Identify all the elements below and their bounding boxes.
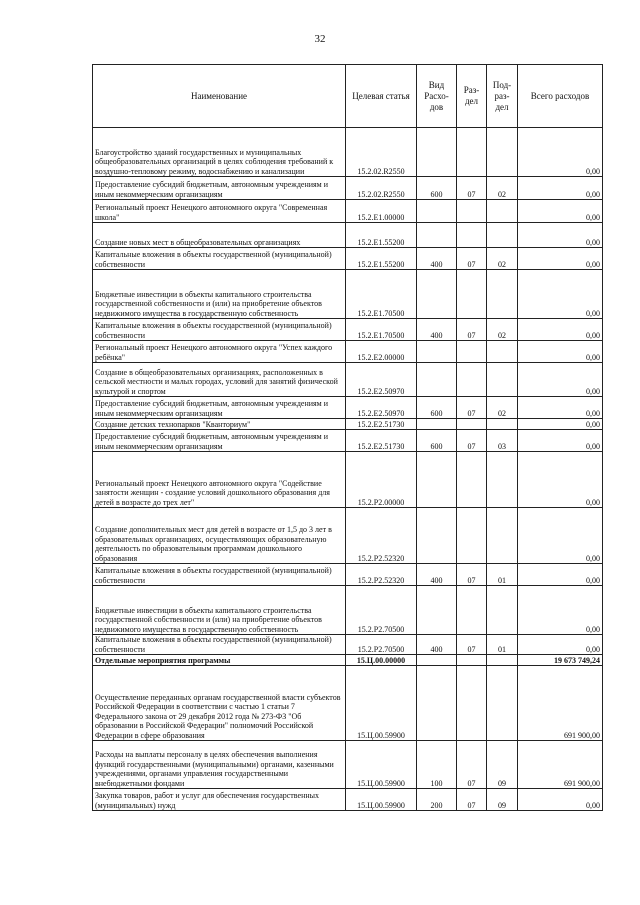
- row-expense-type: [417, 270, 457, 319]
- row-subsection: 03: [487, 430, 518, 452]
- row-name: Бюджетные инвестиции в объекты капитального строительства государственной собственности и (или) на приобретение объектов недвижимого имущества в государственную собственность: [93, 270, 346, 319]
- row-target-article: 15.2.E1.00000: [346, 200, 417, 223]
- row-target-article: 15.2.P2.70500: [346, 586, 417, 635]
- row-section: 07: [457, 177, 487, 200]
- row-target-article: 15.2.P2.00000: [346, 452, 417, 508]
- table-row: [93, 419, 603, 430]
- row-expense-type: 400: [417, 319, 457, 341]
- table-row: [93, 270, 603, 319]
- row-total: 0,00: [518, 270, 603, 319]
- row-name: Благоустройство зданий государственных и муниципальных общеобразовательных организаций в целях соблюдения требований к воздушно-тепловому режиму, водоснабжению и канализации: [93, 128, 346, 177]
- row-target-article: 15.2.E1.55200: [346, 248, 417, 270]
- row-expense-type: [417, 666, 457, 741]
- row-name: Расходы на выплаты персоналу в целях обеспечения выполнения функций государственными (муниципальными) органами, казенными учреждениями, органами управления государственными внебюджетными фондами: [93, 741, 346, 789]
- row-name: Осуществление переданных органам государственной власти субъектов Российской Федерации в соответствии с частью 1 статьи 7 Федерального закона от 29 декабря 2012 года № 273-ФЗ "Об образовании в Российской Федерации" полномочий Российской Федерации в сфере образования: [93, 666, 346, 741]
- row-target-article: 15.Ц.00.59900: [346, 666, 417, 741]
- table-row: [93, 341, 603, 363]
- row-name: Региональный проект Ненецкого автономного округа "Успех каждого ребёнка": [93, 341, 346, 363]
- row-subsection: [487, 341, 518, 363]
- row-name: Капитальные вложения в объекты государственной (муниципальной) собственности: [93, 635, 346, 655]
- row-section: 07: [457, 789, 487, 811]
- row-section: 07: [457, 564, 487, 586]
- row-subsection: [487, 586, 518, 635]
- row-expense-type: 400: [417, 635, 457, 655]
- row-expense-type: 600: [417, 397, 457, 419]
- table-row: [93, 319, 603, 341]
- row-section: [457, 200, 487, 223]
- table-row: [93, 128, 603, 177]
- row-total: 0,00: [518, 789, 603, 811]
- row-total: 0,00: [518, 397, 603, 419]
- row-section: [457, 586, 487, 635]
- header-target-article: Целевая статья: [346, 65, 417, 128]
- row-section: 07: [457, 397, 487, 419]
- row-target-article: 15.2.E1.70500: [346, 319, 417, 341]
- row-subsection: [487, 200, 518, 223]
- table-header-row: [93, 65, 603, 128]
- table-row: [93, 397, 603, 419]
- row-target-article: 15.2.02.R2550: [346, 128, 417, 177]
- row-target-article: 15.2.E2.00000: [346, 341, 417, 363]
- row-target-article: 15.Ц.00.00000: [346, 655, 417, 666]
- header-name: Наименование: [93, 65, 346, 128]
- row-target-article: 15.2.02.R2550: [346, 177, 417, 200]
- row-name: Создание дополнительных мест для детей в возрасте от 1,5 до 3 лет в образовательных организациях, осуществляющих образовательную деятельность по образовательным программам дошкольного образования: [93, 508, 346, 564]
- row-subsection: [487, 508, 518, 564]
- row-expense-type: [417, 655, 457, 666]
- row-section: [457, 508, 487, 564]
- row-name: Создание новых мест в общеобразовательных организациях: [93, 223, 346, 248]
- row-name: Предоставление субсидий бюджетным, автономным учреждениям и иным некоммерческим организациям: [93, 397, 346, 419]
- table-row: [93, 666, 603, 741]
- row-section: 07: [457, 248, 487, 270]
- row-section: 07: [457, 741, 487, 789]
- table-row: [93, 655, 603, 666]
- row-target-article: 15.2.P2.70500: [346, 635, 417, 655]
- row-expense-type: [417, 508, 457, 564]
- row-total: 0,00: [518, 586, 603, 635]
- row-expense-type: [417, 341, 457, 363]
- row-total: 19 673 749,24: [518, 655, 603, 666]
- table-row: [93, 363, 603, 397]
- row-section: [457, 419, 487, 430]
- row-target-article: 15.2.E2.51730: [346, 419, 417, 430]
- row-name: Капитальные вложения в объекты государственной (муниципальной) собственности: [93, 248, 346, 270]
- row-total: 0,00: [518, 419, 603, 430]
- row-name: Региональный проект Ненецкого автономного округа "Современная школа": [93, 200, 346, 223]
- row-total: 0,00: [518, 564, 603, 586]
- row-total: 691 900,00: [518, 666, 603, 741]
- row-section: [457, 270, 487, 319]
- row-target-article: 15.Ц.00.59900: [346, 741, 417, 789]
- row-total: 0,00: [518, 128, 603, 177]
- row-expense-type: [417, 200, 457, 223]
- row-subsection: 02: [487, 177, 518, 200]
- row-subsection: 01: [487, 564, 518, 586]
- row-expense-type: 100: [417, 741, 457, 789]
- row-name: Создание в общеобразовательных организациях, расположенных в сельской местности и малых городах, условий для занятий физической культурой и спортом: [93, 363, 346, 397]
- row-section: [457, 666, 487, 741]
- table-row: [93, 430, 603, 452]
- header-expense-type: Вид Расхо-дов: [417, 65, 457, 128]
- row-subsection: [487, 419, 518, 430]
- row-subsection: 09: [487, 789, 518, 811]
- row-section: [457, 452, 487, 508]
- row-expense-type: [417, 586, 457, 635]
- budget-table: [92, 64, 603, 811]
- row-name: Предоставление субсидий бюджетным, автономным учреждениям и иным некоммерческим организациям: [93, 430, 346, 452]
- row-total: 0,00: [518, 319, 603, 341]
- page-number: 32: [314, 33, 326, 45]
- row-expense-type: [417, 452, 457, 508]
- row-name: Предоставление субсидий бюджетным, автономным учреждениям и иным некоммерческим организациям: [93, 177, 346, 200]
- row-total: 0,00: [518, 341, 603, 363]
- row-total: 0,00: [518, 430, 603, 452]
- row-expense-type: 600: [417, 430, 457, 452]
- header-section: Раз-дел: [457, 65, 487, 128]
- table-row: [93, 248, 603, 270]
- row-section: 07: [457, 430, 487, 452]
- row-section: 07: [457, 635, 487, 655]
- row-total: 0,00: [518, 223, 603, 248]
- row-name: Капитальные вложения в объекты государственной (муниципальной) собственности: [93, 564, 346, 586]
- row-subsection: [487, 223, 518, 248]
- row-section: [457, 363, 487, 397]
- table-row: [93, 789, 603, 811]
- row-subsection: [487, 655, 518, 666]
- row-expense-type: [417, 363, 457, 397]
- row-target-article: 15.Ц.00.59900: [346, 789, 417, 811]
- row-total: 0,00: [518, 635, 603, 655]
- row-name: Отдельные мероприятия программы: [93, 655, 346, 666]
- row-subsection: [487, 452, 518, 508]
- table-row: [93, 200, 603, 223]
- table-row: [93, 586, 603, 635]
- row-section: [457, 128, 487, 177]
- row-expense-type: 200: [417, 789, 457, 811]
- table-row: [93, 741, 603, 789]
- row-target-article: 15.2.E1.70500: [346, 270, 417, 319]
- row-total: 0,00: [518, 248, 603, 270]
- row-total: 691 900,00: [518, 741, 603, 789]
- row-expense-type: [417, 223, 457, 248]
- row-name: Бюджетные инвестиции в объекты капитального строительства государственной собственности и (или) на приобретение объектов недвижимого имущества в государственную собственность: [93, 586, 346, 635]
- row-total: 0,00: [518, 200, 603, 223]
- row-target-article: 15.2.E2.51730: [346, 430, 417, 452]
- row-target-article: 15.2.E1.55200: [346, 223, 417, 248]
- row-target-article: 15.2.P2.52320: [346, 564, 417, 586]
- row-subsection: [487, 363, 518, 397]
- header-total-expenses: Всего расходов: [518, 65, 603, 128]
- row-subsection: 02: [487, 319, 518, 341]
- row-subsection: 01: [487, 635, 518, 655]
- row-expense-type: 400: [417, 564, 457, 586]
- table-row: [93, 452, 603, 508]
- row-section: [457, 223, 487, 248]
- row-subsection: [487, 270, 518, 319]
- table-row: [93, 177, 603, 200]
- row-total: 0,00: [518, 177, 603, 200]
- row-name: Капитальные вложения в объекты государственной (муниципальной) собственности: [93, 319, 346, 341]
- row-expense-type: [417, 419, 457, 430]
- row-subsection: 02: [487, 248, 518, 270]
- row-section: [457, 341, 487, 363]
- row-subsection: 09: [487, 741, 518, 789]
- table-row: [93, 635, 603, 655]
- row-name: Закупка товаров, работ и услуг для обеспечения государственных (муниципальных) нужд: [93, 789, 346, 811]
- table-row: [93, 564, 603, 586]
- row-expense-type: 600: [417, 177, 457, 200]
- table-row: [93, 508, 603, 564]
- row-target-article: 15.2.E2.50970: [346, 363, 417, 397]
- row-subsection: [487, 666, 518, 741]
- row-total: 0,00: [518, 508, 603, 564]
- row-total: 0,00: [518, 363, 603, 397]
- row-name: Создание детских технопарков "Кванториум": [93, 419, 346, 430]
- table-row: [93, 223, 603, 248]
- row-subsection: [487, 128, 518, 177]
- row-expense-type: [417, 128, 457, 177]
- row-total: 0,00: [518, 452, 603, 508]
- row-subsection: 02: [487, 397, 518, 419]
- row-expense-type: 400: [417, 248, 457, 270]
- row-name: Региональный проект Ненецкого автономного округа "Содействие занятости женщин - создание условий дошкольного образования для детей в возрасте до трех лет": [93, 452, 346, 508]
- row-section: [457, 655, 487, 666]
- row-target-article: 15.2.E2.50970: [346, 397, 417, 419]
- row-target-article: 15.2.P2.52320: [346, 508, 417, 564]
- row-section: 07: [457, 319, 487, 341]
- header-subsection: Под-раз-дел: [487, 65, 518, 128]
